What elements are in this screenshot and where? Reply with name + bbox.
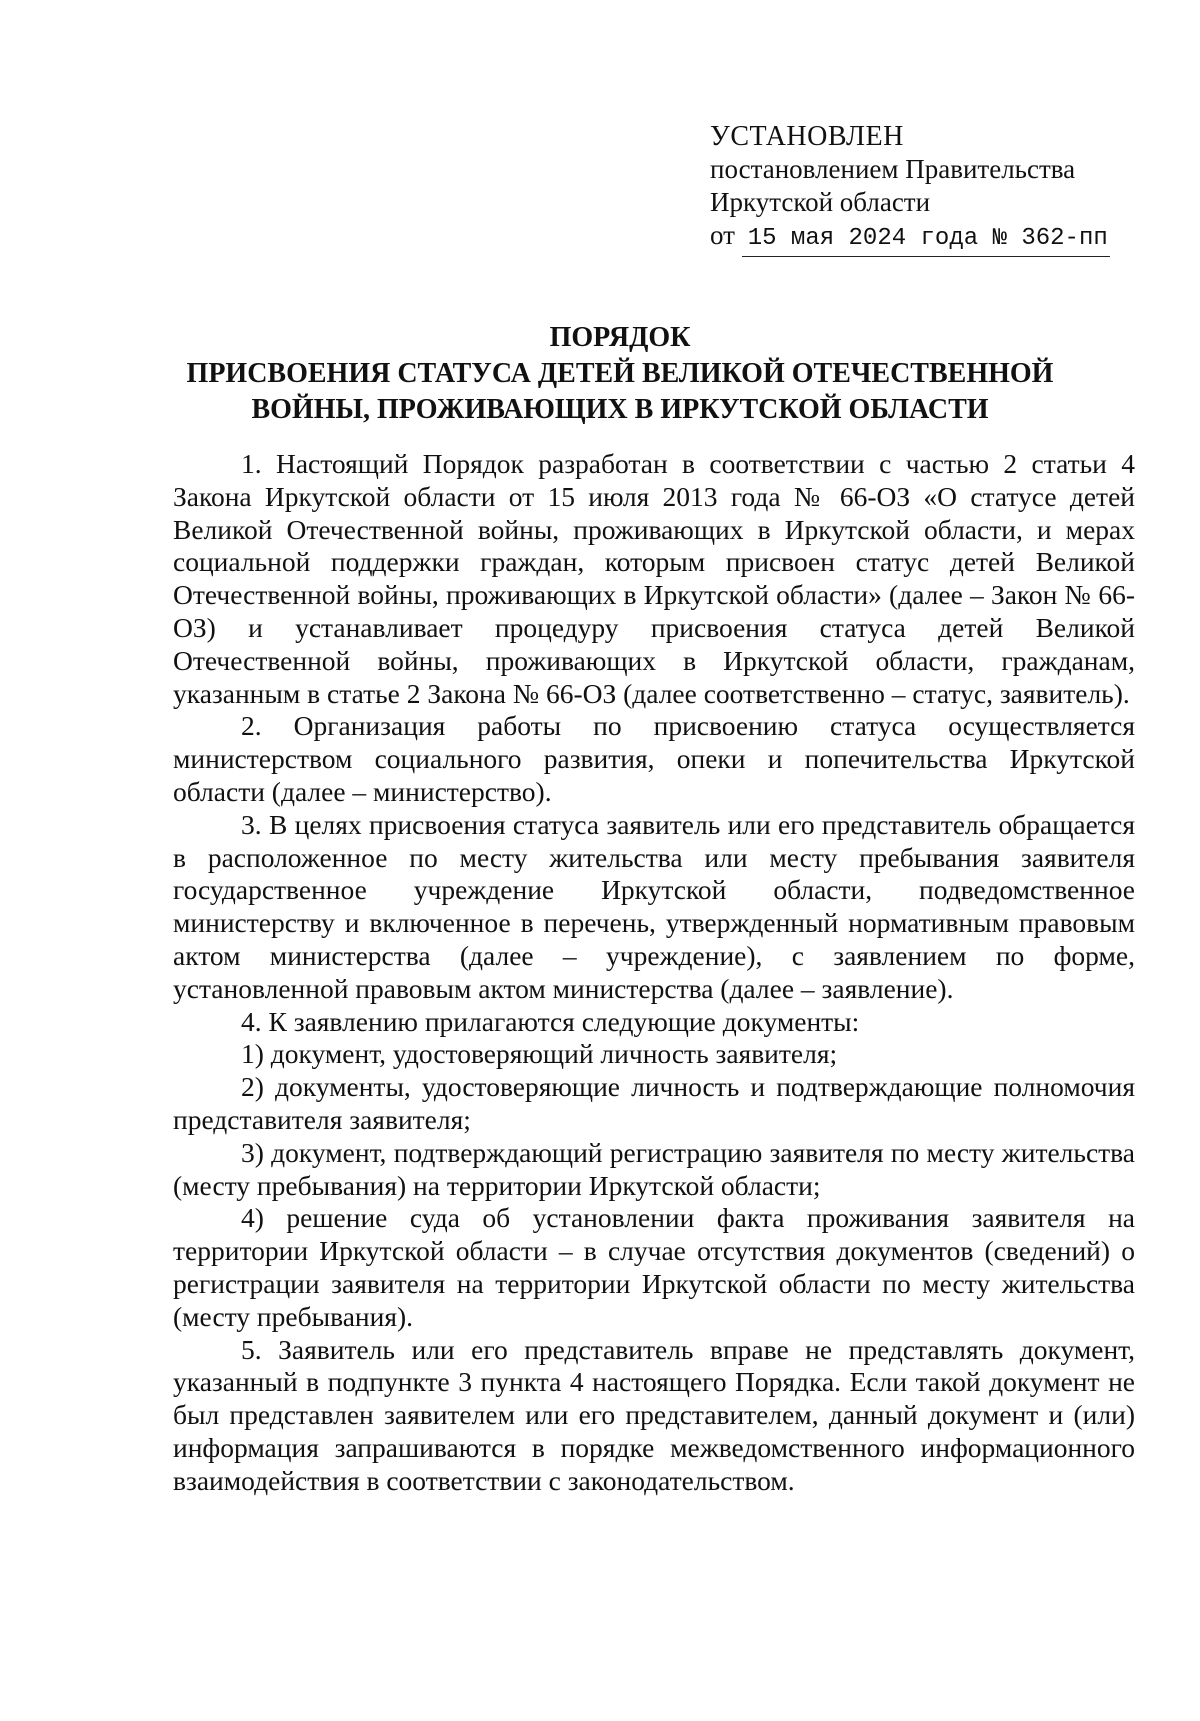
approval-block [710,120,1110,257]
approval-line-2: Иркутской области [710,187,931,217]
approval-stamp: УСТАНОВЛЕН [710,121,904,152]
paragraph-3: 3. В целях присвоения статуса заявитель или его представитель обращается в расположенное по месту жительства или месту пребывания заявителя государственное учреждение Иркутской области, подведомственное министерству и включенное в перечень, утвержденный нормативным правовым актом министерства (далее – учреждение), с заявлением по форме, установленной правовым актом министерства (далее – заявление). [173,808,1135,1004]
approval-date-line [710,219,1110,257]
document-body [173,448,1135,1498]
approval-date-value: 15 мая 2024 года № 362-пп [742,222,1110,257]
approval-line-1: постановлением Правительства [710,154,1076,184]
title-line-2: ПРИСВОЕНИЯ СТАТУСА ДЕТЕЙ ВЕЛИКОЙ ОТЕЧЕСТВЕННОЙ [186,358,1054,389]
paragraph-1: 1. Настоящий Порядок разработан в соответствии с частью 2 статьи 4 Закона Иркутской области от 15 июля 2013 года № 66-ОЗ «О статусе детей Великой Отечественной войны, проживающих в Иркутской области, и мерах социальной поддержки граждан, которым присвоен статус детей Великой Отечественной войны, проживающих в Иркутской области» (далее – Закон № 66-ОЗ) и устанавливает процедуру присвоения статуса детей Великой Отечественной войны, проживающих в Иркутской области, гражданам, указанным в статье 2 Закона № 66-ОЗ (далее соответственно – статус, заявитель). [173,448,1135,709]
paragraph-5: 5. Заявитель или его представитель вправе не представлять документ, указанный в подпункте 3 пункта 4 настоящего Порядка. Если такой документ не был представлен заявителем или его представителем, данный документ и (или) информация запрашиваются в порядке межведомственного информационного взаимодействия в соответствии с законодательством. [173,1333,1135,1496]
title-line-3: ВОЙНЫ, ПРОЖИВАЮЩИХ В ИРКУТСКОЙ ОБЛАСТИ [251,394,989,425]
approval-date-prefix: от [710,220,735,250]
title-line-1: ПОРЯДОК [549,322,691,353]
paragraph-4-item-2: 2) документы, удостоверяющие личность и подтверждающие полномочия представителя заявителя; [173,1071,1135,1135]
paragraph-4-item-4: 4) решение суда об установлении факта проживания заявителя на территории Иркутской области – в случае отсутствия документов (сведений) о регистрации заявителя на территории Иркутской области по месту жительства (месту пребывания). [173,1202,1135,1332]
paragraph-4-item-1: 1) документ, удостоверяющий личность заявителя; [241,1038,838,1070]
document-title [160,320,1080,428]
paragraph-4: 4. К заявлению прилагаются следующие документы: [241,1005,860,1037]
paragraph-2: 2. Организация работы по присвоению статуса осуществляется министерством социального развития, опеки и попечительства Иркутской области (далее – министерство). [173,710,1135,807]
paragraph-4-item-3: 3) документ, подтверждающий регистрацию заявителя по месту жительства (месту пребывания) на территории Иркутской области; [173,1136,1135,1201]
